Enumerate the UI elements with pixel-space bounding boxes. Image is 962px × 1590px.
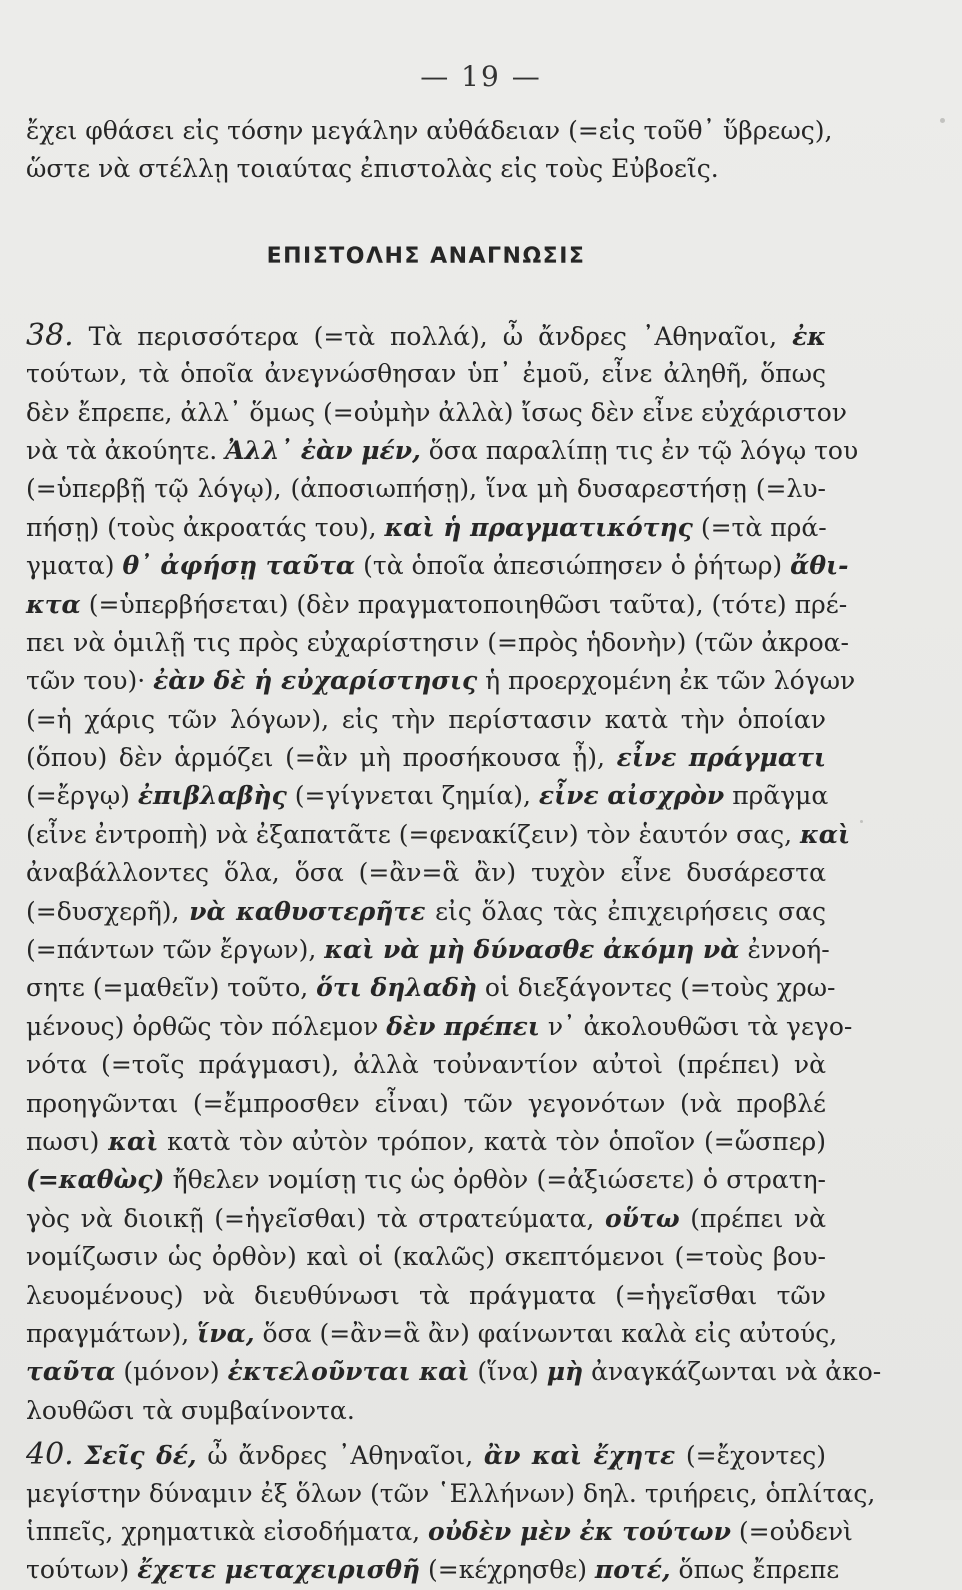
text-line [26, 355, 826, 393]
text-line [26, 1277, 826, 1315]
text-line [26, 547, 849, 585]
text-line [26, 470, 826, 508]
text-line [26, 1315, 838, 1353]
emphasized-phrase: δὲν πρέπει [386, 1011, 540, 1041]
text-line [26, 1008, 853, 1046]
page-body [26, 112, 882, 1590]
section-heading: ΕΠΙΣΤΟΛΗΣ ΑΝΑΓΝΩΣΙΣ [266, 243, 586, 269]
text-run: πρᾶγμα [724, 781, 829, 811]
text-run: Τὰ περισσότερα (=τὰ πολλά), ὦ ἄνδρες ᾿Αθηναῖοι, [73, 321, 793, 351]
text-run: ὥστε νὰ στέλλῃ τοιαύτας ἐπιστολὰς εἰς τοὺς Εὐβοεῖς. [26, 154, 719, 184]
text-line [26, 394, 847, 432]
text-line [26, 624, 849, 662]
text-line [26, 1475, 876, 1513]
text-run: (=γίγνεται ζημία), [286, 781, 539, 811]
text-line [26, 432, 859, 470]
section-number: 40. [26, 1437, 74, 1473]
text-line [26, 1161, 826, 1199]
text-run: (ἵνα) [469, 1357, 547, 1387]
emphasized-phrase: ταῦτα [26, 1357, 116, 1387]
intro-paragraph [26, 112, 833, 189]
text-run: ἡ προερχομένη ἐκ τῶν λόγων [477, 666, 856, 696]
emphasized-phrase: ἐκ [792, 321, 826, 351]
text-line [26, 509, 826, 547]
text-line [26, 777, 829, 815]
text-line [26, 1513, 853, 1551]
text-run: ὅσα παραλίπῃ τις ἐν τῷ λόγῳ του [420, 435, 859, 465]
text-run: ἀναβάλλοντες ὅλα, ὅσα (=ἂν=ἃ ἂν) τυχὸν εἶνε δυσάρεστα [26, 858, 826, 888]
text-run: μένους) ὀρθῶς τὸν πόλεμον [26, 1011, 387, 1041]
emphasized-phrase: μὴ [546, 1357, 584, 1387]
text-line [26, 1551, 840, 1589]
text-run: τούτων, τὰ ὁποῖα ἀνεγνώσθησαν ὑπ᾽ ἐμοῦ, εἶνε ἀληθῆ, ὅπως [26, 359, 826, 389]
text-run: ἐννοή- [739, 935, 830, 965]
page-number: — 19 — [420, 60, 542, 93]
section-number: 38. [26, 317, 74, 353]
text-line [26, 662, 856, 700]
text-run: (=ἡ χάρις τῶν λόγων), εἰς τὴν περίστασιν κατὰ τὴν ὁποίαν [26, 704, 826, 734]
emphasized-phrase: ἵνα, [197, 1318, 255, 1348]
text-line [26, 150, 826, 188]
emphasized-phrase: Σεῖς δέ, [84, 1441, 197, 1471]
text-line [26, 969, 836, 1007]
text-run: τῶν του)· [26, 666, 154, 696]
text-run [74, 1441, 85, 1470]
emphasized-phrase: Ἀλλ᾽ ἐὰν μέν, [225, 435, 421, 465]
emphasized-phrase: ποτέ, [594, 1555, 671, 1585]
scan-speck [860, 820, 863, 823]
text-run: προηγῶνται (=ἔμπροσθεν εἶναι) τῶν γεγονότων (νὰ προβλέ [26, 1088, 826, 1118]
text-line [26, 739, 826, 777]
text-line [26, 893, 826, 931]
emphasized-phrase: καὶ [800, 819, 851, 849]
emphasized-phrase: ἐκτελοῦνται καὶ [227, 1357, 470, 1387]
text-line [26, 854, 826, 892]
text-run: πήσῃ) (τοὺς ἀκροατάς του), [26, 512, 385, 542]
text-run: ἤθελεν νομίσῃ τις ὡς ὀρθὸν (=ἀξιώσετε) ὁ στρατη- [164, 1165, 826, 1195]
text-run: (=οὐδενὶ [730, 1516, 853, 1546]
text-run: ἱππεῖς, χρηματικὰ εἰσοδήματα, [26, 1516, 428, 1546]
text-run: ἀναγκάζωνται νὰ ἀκο- [583, 1357, 882, 1387]
text-line [26, 586, 848, 624]
text-line [26, 1123, 826, 1161]
emphasized-phrase: ἐὰν δὲ ἡ εὐχαρίστησις [153, 666, 478, 696]
text-line [26, 701, 826, 739]
text-run: ὅπως ἔπρεπε [670, 1555, 840, 1585]
text-run: ν᾽ ἀκολουθῶσι τὰ γεγο- [539, 1011, 853, 1041]
text-line [26, 816, 851, 854]
text-run: κατὰ τὸν αὐτὸν τρόπον, κατὰ τὸν ὁποῖον (=ὥσπερ) [158, 1126, 827, 1156]
text-run: γματα) [26, 551, 123, 581]
text-line [26, 1046, 826, 1084]
section-38-paragraph [26, 317, 882, 1430]
text-line [26, 1353, 882, 1391]
emphasized-phrase: νὰ καθυστερῆτε [189, 896, 426, 926]
text-line [26, 1238, 826, 1276]
text-run: (=κέχρησθε) [420, 1555, 595, 1585]
emphasized-phrase: ἂν καὶ ἔχητε [483, 1441, 676, 1471]
text-run: ὅσα (=ἂν=ἃ ἂν) φαίνωνται καλὰ εἰς αὐτούς, [254, 1318, 838, 1348]
text-line [26, 1085, 826, 1123]
text-run: οἱ διεξάγοντες (=τοὺς χρω- [476, 973, 836, 1003]
text-run: μεγίστην δύναμιν ἐξ ὅλων (τῶν ῾Ελλήνων) δηλ. τριήρεις, ὁπλίτας, [26, 1478, 876, 1508]
text-run: (=ἔργῳ) [26, 781, 138, 811]
emphasized-phrase: οὕτω [605, 1203, 680, 1233]
text-run: (=πάντων τῶν ἔργων), [26, 935, 325, 965]
text-run: (=δυσχερῆ), [26, 896, 190, 926]
text-run: (πρέπει νὰ [679, 1203, 826, 1233]
emphasized-phrase: καὶ ἡ πραγματικότης [384, 512, 693, 542]
text-run: (=ὑπερβήσεται) (δὲν πραγματοποιηθῶσι ταῦτα), (τότε) πρέ- [80, 589, 848, 619]
text-run: εἰς ὅλας τὰς ἐπιχειρήσεις σας [425, 896, 826, 926]
text-run: γὸς νὰ διοικῇ (=ἡγεῖσθαι) τὰ στρατεύματα, [26, 1203, 605, 1233]
text-run: τούτων) [26, 1555, 138, 1585]
text-line [26, 112, 833, 150]
text-line [26, 317, 826, 355]
text-run: (=ὑπερβῇ τῷ λόγῳ), (ἀποσιωπήσῃ), ἵνα μὴ δυσαρεστήσῃ (=λυ- [26, 474, 826, 504]
emphasized-phrase: κτα [26, 589, 81, 619]
text-run: σητε (=μαθεῖν) τοῦτο, [26, 973, 317, 1003]
text-run: πει νὰ ὁμιλῇ τις πρὸς εὐχαρίστησιν (=πρὸς ἡδονὴν) (τῶν ἀκροα- [26, 627, 849, 657]
emphasized-phrase: ἔχετε μεταχειρισθῆ [137, 1555, 421, 1585]
text-run: πραγμάτων), [26, 1318, 198, 1348]
emphasized-phrase: καὶ [108, 1126, 159, 1156]
emphasized-phrase: ἐπιβλαβὴς [137, 781, 287, 811]
emphasized-phrase: εἶνε αἰσχρὸν [538, 781, 725, 811]
text-run: λευομένους) νὰ διευθύνωσι τὰ πράγματα (=ἡγεῖσθαι τῶν [26, 1280, 826, 1310]
text-run: νὰ τὰ ἀκούητε. [26, 435, 226, 465]
text-run: (ὅπου) δὲν ἁρμόζει (=ἂν μὴ προσήκουσα ᾖ), [26, 743, 617, 773]
text-run: ὦ ἄνδρες ᾿Αθηναῖοι, [196, 1441, 484, 1471]
text-run: πωσι) [26, 1126, 109, 1156]
section-40-paragraph [26, 1436, 876, 1590]
text-run: ἔχει φθάσει εἰς τόσην μεγάλην αὐθάδειαν (=εἰς τοῦθ᾽ ὕβρεως), [26, 116, 833, 145]
emphasized-phrase: εἶνε πράγματι [616, 743, 826, 773]
text-run: (=τὰ πρά- [692, 512, 827, 542]
text-run: (=ἔχοντες) [675, 1441, 826, 1471]
text-line [26, 1392, 826, 1430]
scan-speck [940, 118, 945, 123]
text-line [26, 931, 830, 969]
emphasized-phrase: θ᾽ ἀφήσῃ ταῦτα [122, 551, 356, 581]
text-run: (εἶνε ἐντροπὴ) νὰ ἐξαπατᾶτε (=φενακίζειν) τὸν ἑαυτόν σας, [26, 819, 801, 849]
text-line [26, 1200, 826, 1238]
emphasized-phrase: ὅτι δηλαδὴ [316, 973, 477, 1003]
text-line [26, 1436, 826, 1474]
text-run: λουθῶσι τὰ συμβαίνοντα. [26, 1395, 355, 1425]
text-run: (τὰ ὁποῖα ἀπεσιώπησεν ὁ ῥήτωρ) [355, 551, 791, 581]
text-run: νότα (=τοῖς πράγμασι), ἀλλὰ τοὐναντίον αὐτοὶ (πρέπει) νὰ [26, 1050, 826, 1080]
emphasized-phrase: ἄθι- [790, 551, 849, 581]
text-run: δὲν ἔπρεπε, ἀλλ᾽ ὅμως (=οὐμὴν ἀλλὰ) ἴσως δὲν εἶνε εὐχάριστον [26, 397, 847, 427]
emphasized-phrase: οὐδὲν μὲν ἐκ τούτων [428, 1516, 731, 1546]
emphasized-phrase: καὶ νὰ μὴ δύνασθε ἀκόμη νὰ [324, 935, 740, 965]
text-run: (μόνον) [115, 1357, 228, 1387]
text-run: νομίζωσιν ὡς ὀρθὸν) καὶ οἱ (καλῶς) σκεπτόμενοι (=τοὺς βου- [26, 1242, 826, 1272]
emphasized-phrase: (=καθὼς) [26, 1165, 165, 1195]
